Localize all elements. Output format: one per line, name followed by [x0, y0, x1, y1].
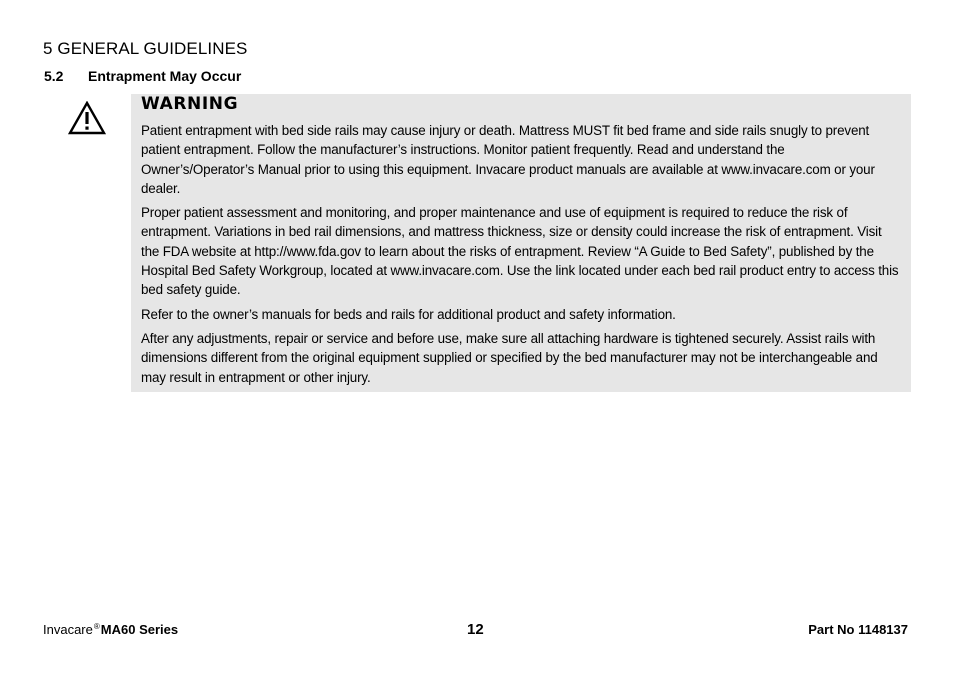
section-heading: [44, 68, 241, 84]
footer-brand: Invacare: [43, 622, 93, 637]
section-title: Entrapment May Occur: [88, 68, 242, 84]
chapter-heading: 5 GENERAL GUIDELINES: [43, 39, 248, 58]
section-number: 5.2: [44, 68, 64, 84]
warning-paragraph: Refer to the owner’s manuals for beds and rails for additional product and safety information.: [141, 306, 676, 322]
warning-triangle-icon: [68, 101, 106, 135]
warning-box: [131, 94, 911, 392]
page-number: 12: [467, 621, 484, 638]
footer-product: [43, 622, 178, 637]
warning-paragraph: Proper patient assessment and monitoring, and proper maintenance and use of equipment is required to reduce the risk of entrapment. Variations in bed rail dimensions, and mattress thickness, size or density could increase the risk of entrapment. Visit the FDA website at http://www.fda.gov to learn about the risks of entrapment. Review “A Guide to Bed Safety”, published by the Hospital Bed Safety Workgroup, located at www.invacare.com. Use the link located under each bed rail product entry to access this bed safety guide.: [141, 205, 899, 298]
warning-title: WARNING: [141, 94, 239, 114]
warning-paragraph: Patient entrapment with bed side rails may cause injury or death. Mattress MUST fit bed frame and side rails snugly to prevent patient entrapment. Follow the manufacturer’s instructions. Monitor patient frequently. Read and understand the Owner’s/Operator’s Manual prior to using this equipment. Invacare product manuals are available at www.invacare.com or your dealer.: [141, 123, 875, 196]
registered-mark: ®: [93, 622, 100, 631]
footer-series: MA60 Series: [100, 622, 179, 637]
part-number: Part No 1148137: [808, 622, 908, 637]
warning-paragraph: After any adjustments, repair or service and before use, make sure all attaching hardware is tightened securely. Assist rails with dimensions different from the original equipment supplied or specified by the bed manufacturer may not be interchangeable and may result in entrapment or other injury.: [141, 330, 878, 385]
